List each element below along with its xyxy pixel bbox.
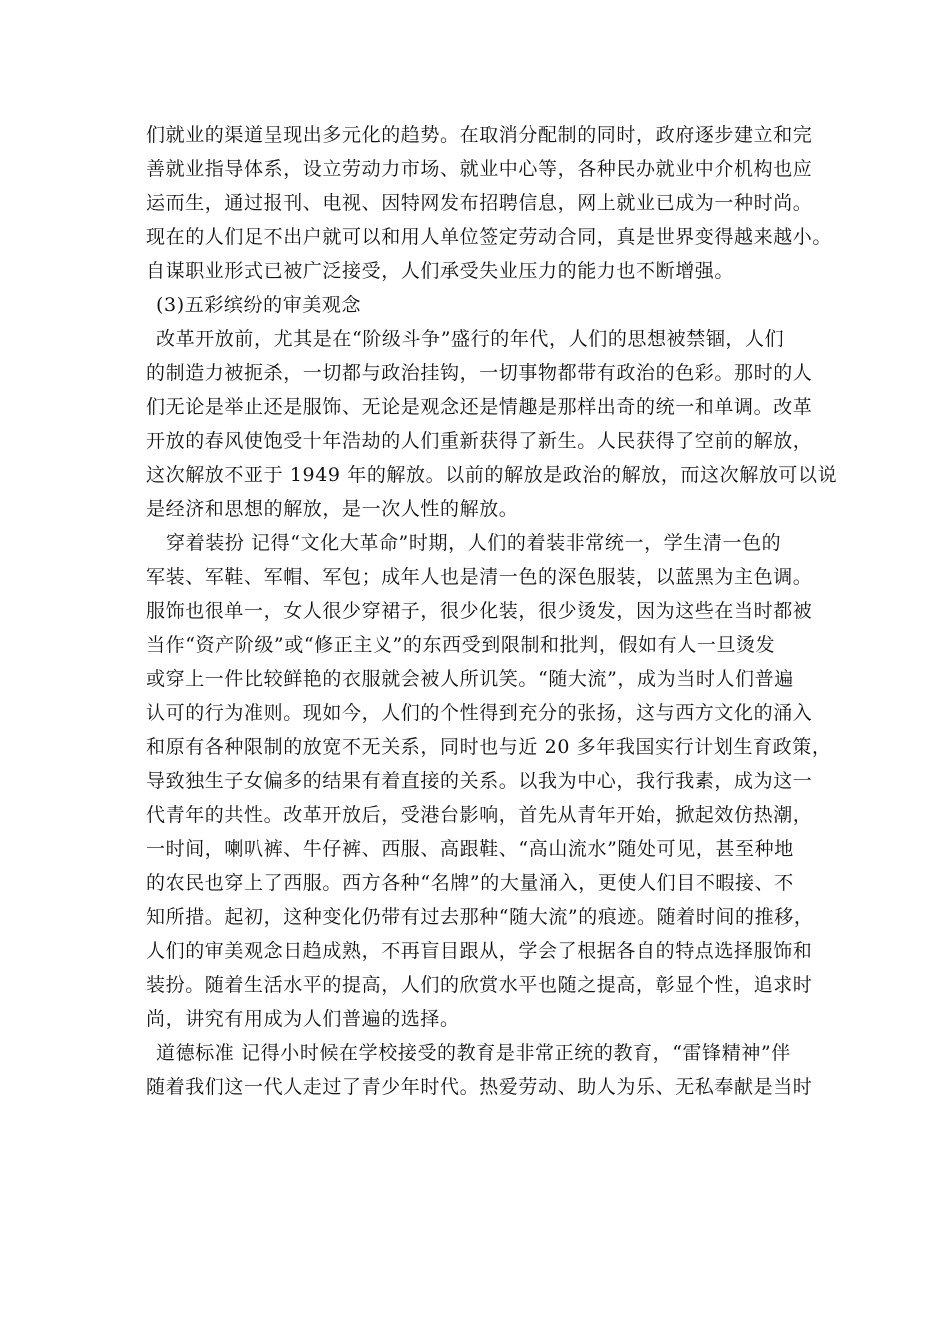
text-line: 穿着装扮 记得“文化大革命”时期，人们的着装非常统一，学生清一色的 (166, 532, 782, 554)
text-line: 装扮。随着生活水平的提高，人们的欣赏水平也随之提高，彰显个性，追求时 (146, 974, 813, 996)
text-line: 尚，讲究有用成为人们普遍的选择。 (146, 1008, 460, 1030)
text-line: 或穿上一件比较鲜艳的衣服就会被人所讥笑。“随大流”，成为当时人们普遍 (146, 668, 794, 690)
text-line: 道德标准 记得小时候在学校接受的教育是非常正统的教育，“雷锋精神”伴 (156, 1042, 791, 1064)
text-line: 开放的春风使饱受十年浩劫的人们重新获得了新生。人民获得了空前的解放， (146, 430, 813, 452)
text-line: 人们的审美观念日趋成熟，不再盲目跟从，学会了根据各自的特点选择服饰和 (146, 940, 813, 962)
text-line: 的农民也穿上了西服。西方各种“名牌”的大量涌入，更使人们目不暇接、不 (146, 872, 794, 894)
body-text (146, 118, 838, 1104)
text-line: 和原有各种限制的放宽不无关系，同时也与近 20 多年我国实行计划生育政策， (146, 736, 832, 758)
text-line: 导致独生子女偏多的结果有着直接的关系。以我为中心，我行我素，成为这一 (146, 770, 813, 792)
text-line: 运而生，通过报刊、电视、因特网发布招聘信息，网上就业已成为一种时尚。 (146, 192, 813, 214)
text-line: 这次解放不亚于 1949 年的解放。以前的解放是政治的解放，而这次解放可以说 (146, 464, 838, 486)
text-line: 是经济和思想的解放，是一次人性的解放。 (146, 498, 519, 520)
text-line: 认可的行为准则。现如今，人们的个性得到充分的张扬，这与西方文化的涌入 (146, 702, 813, 724)
text-line: 们无论是举止还是服饰、无论是观念还是情趣是那样出奇的统一和单调。改革 (146, 396, 813, 418)
text-line: 改革开放前，尤其是在“阶级斗争”盛行的年代，人们的思想被禁锢，人们 (156, 328, 785, 350)
text-line: 军装、军鞋、军帽、军包；成年人也是清一色的深色服装，以蓝黑为主色调。 (146, 566, 813, 588)
text-line: 们就业的渠道呈现出多元化的趋势。在取消分配制的同时，政府逐步建立和完 (146, 124, 813, 146)
section-heading: (3)五彩缤纷的审美观念 (156, 294, 362, 316)
text-line: 自谋职业形式已被广泛接受，人们承受失业压力的能力也不断增强。 (146, 260, 735, 282)
text-line: 知所措。起初，这种变化仍带有过去那种“随大流”的痕迹。随着时间的推移， (146, 906, 814, 928)
text-line: 代青年的共性。改革开放后，受港台影响，首先从青年开始，掀起效仿热潮， (146, 804, 813, 826)
text-line: 一时间，喇叭裤、牛仔裤、西服、高跟鞋、“高山流水”随处可见，甚至种地 (146, 838, 794, 860)
text-line: 当作“资产阶级”或“修正主义”的东西受到限制和批判，假如有人一旦烫发 (146, 634, 776, 656)
text-line: 服饰也很单一，女人很少穿裙子，很少化装，很少烫发，因为这些在当时都被 (146, 600, 813, 622)
text-line: 的制造力被扼杀，一切都与政治挂钩，一切事物都带有政治的色彩。那时的人 (146, 362, 813, 384)
text-line: 随着我们这一代人走过了青少年时代。热爱劳动、助人为乐、无私奉献是当时 (146, 1076, 813, 1098)
text-line: 善就业指导体系，设立劳动力市场、就业中心等，各种民办就业中介机构也应 (146, 158, 813, 180)
text-line: 现在的人们足不出户就可以和用人单位签定劳动合同，真是世界变得越来越小。 (146, 226, 833, 248)
